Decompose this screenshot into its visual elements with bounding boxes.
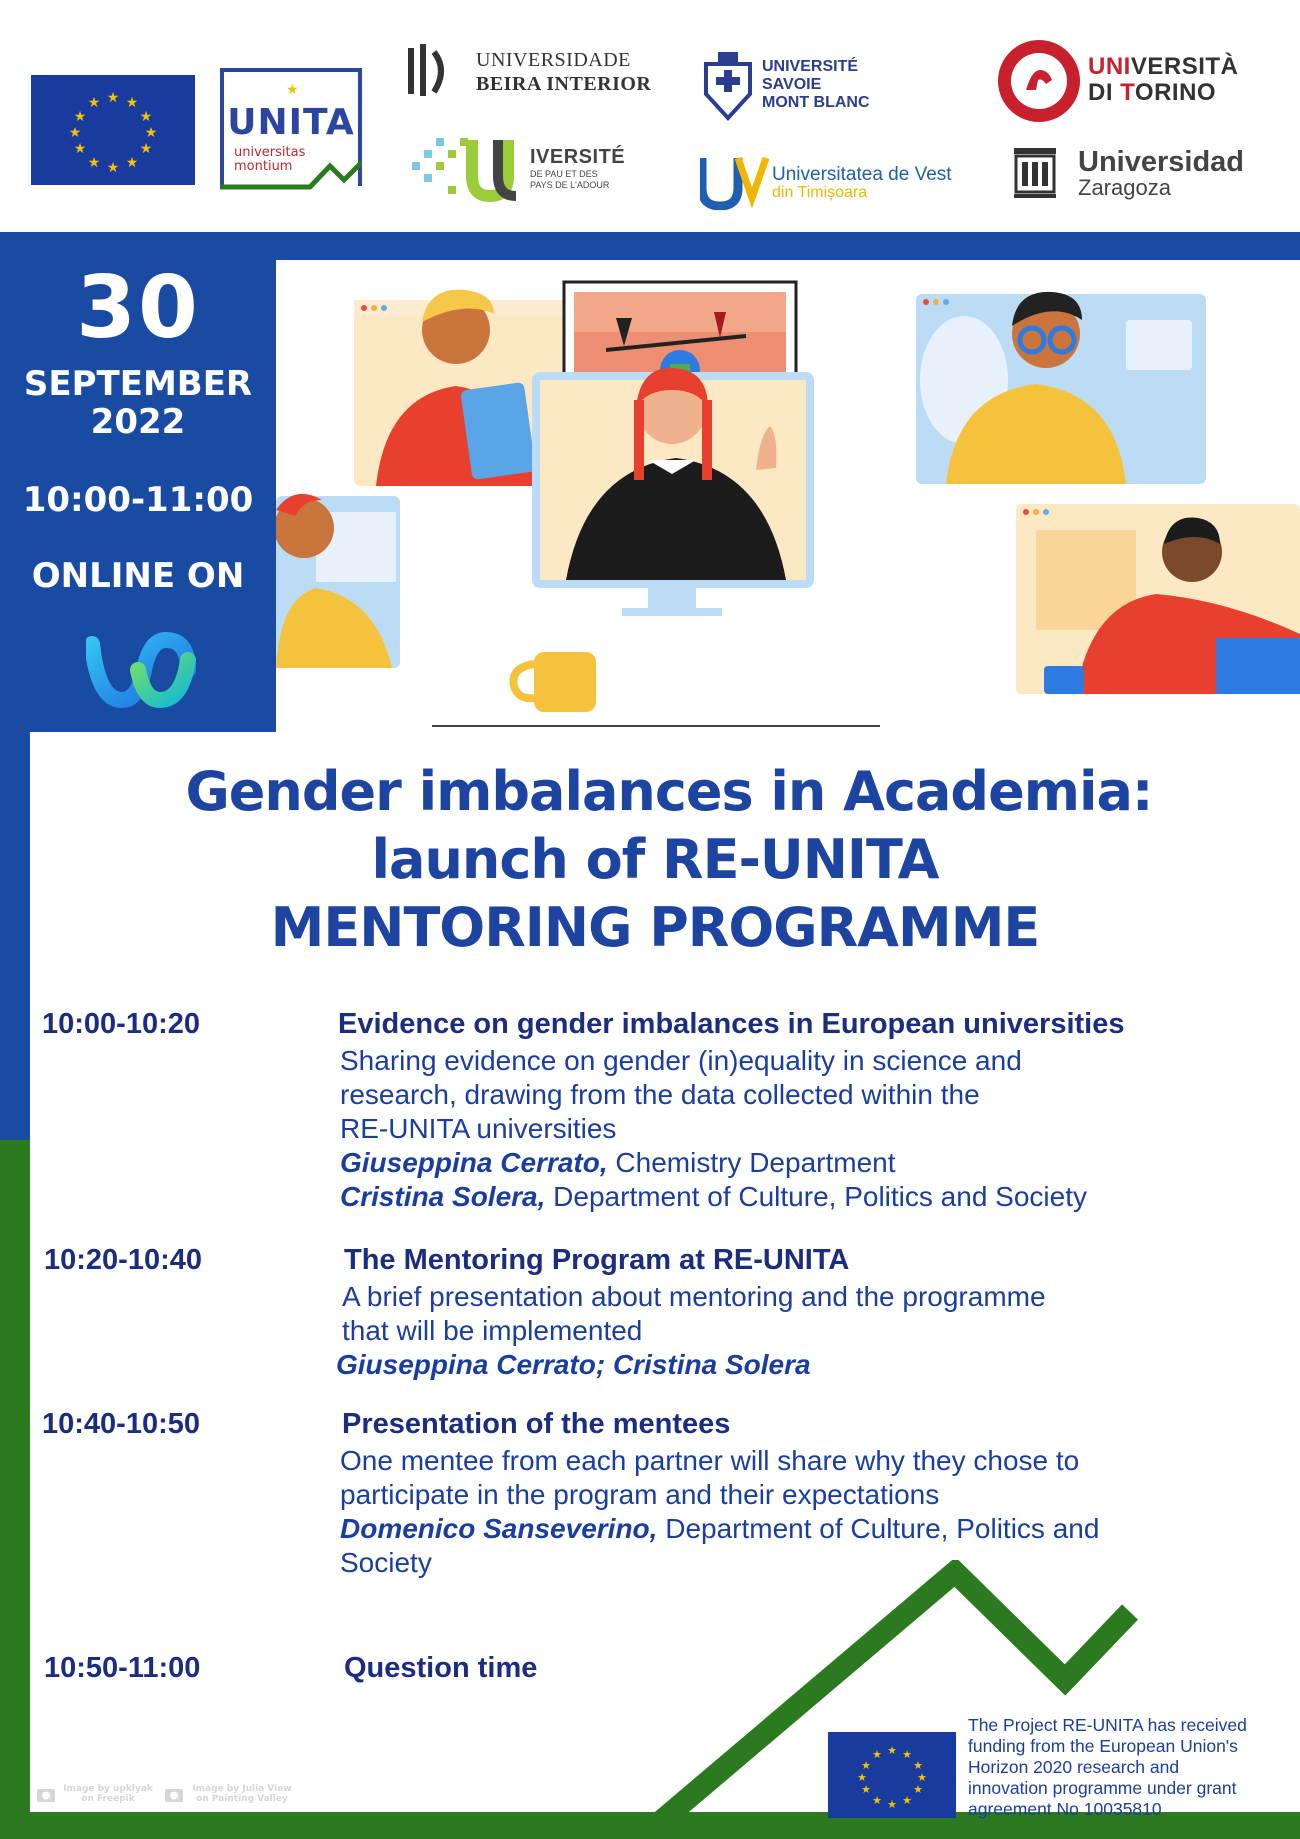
zaragoza-logo: [1012, 142, 1252, 214]
speaker-name: Giuseppina Cerrato; Cristina Solera: [336, 1349, 811, 1380]
webex-icon: [86, 626, 196, 710]
speaker-dept: Department of Culture, Politics and: [657, 1513, 1100, 1544]
svg-text:★: ★: [139, 141, 153, 157]
desc-line: One mentee from each partner will share why they chose to: [340, 1445, 1080, 1476]
desc-line: A brief presentation about mentoring and the programme: [342, 1281, 1046, 1312]
credit-line: on Painting Valley: [196, 1794, 288, 1804]
image-credit-1: [36, 1782, 156, 1806]
desc-line: Society: [340, 1547, 432, 1578]
timisoara-line1: Universitatea de Vest: [772, 164, 952, 185]
online-meeting-illustration: [276, 260, 1300, 730]
desc-line: Sharing evidence on gender (in)equality in science and: [340, 1045, 1022, 1076]
svg-text:★: ★: [857, 1771, 867, 1784]
agenda-title: Presentation of the mentees: [342, 1408, 731, 1440]
ubi-logo: [406, 42, 656, 102]
title-line1: Gender imbalances in Academia:: [185, 760, 1153, 823]
torino-logo: [996, 38, 1239, 128]
eu-flag-icon: [31, 75, 195, 185]
camera-icon: [164, 1785, 184, 1803]
speaker-dept: Department of Culture, Politics and Society: [545, 1181, 1087, 1212]
speaker-dept: Chemistry Department: [607, 1147, 896, 1178]
unita-logo-text: UNITA: [227, 102, 355, 143]
desc-line: participate in the program and their expectations: [340, 1479, 940, 1510]
svg-text:★: ★: [125, 155, 139, 171]
speaker-line: [340, 1512, 1099, 1546]
unita-mountain-line-icon: [220, 160, 362, 190]
agenda-title: Question time: [344, 1652, 538, 1684]
credit-line: on Freepik: [81, 1794, 135, 1804]
timisoara-emblem-icon: [700, 150, 772, 210]
agenda-time: 10:40-10:50: [42, 1408, 200, 1440]
agenda-title: The Mentoring Program at RE-UNITA: [344, 1244, 850, 1276]
svg-text:★: ★: [917, 1771, 927, 1784]
savoie-line1: UNIVERSITÉ: [762, 58, 859, 75]
unita-sub-line1: universitas: [234, 145, 306, 160]
timisoara-logo: [700, 150, 980, 210]
ubi-emblem-icon: [406, 42, 454, 102]
agenda-description: [340, 1044, 1087, 1214]
event-year: 2022: [90, 402, 186, 442]
savoie-line3: MONT BLANC: [762, 94, 870, 111]
event-month: SEPTEMBER: [23, 364, 253, 404]
torino-line2: DI TORINO: [1088, 79, 1217, 106]
svg-text:★: ★: [106, 90, 120, 106]
svg-text:★: ★: [125, 95, 139, 111]
zaragoza-line2: Zaragoza: [1078, 175, 1171, 200]
svg-text:★: ★: [861, 1759, 871, 1772]
unita-sub-line2: montium: [234, 159, 293, 174]
speaker-name: Giuseppina Cerrato,: [340, 1147, 608, 1178]
pau-line1: DE PAU ET DES: [530, 169, 598, 179]
funding-line: innovation programme under grant: [968, 1778, 1237, 1798]
svg-text:★: ★: [913, 1783, 923, 1796]
svg-text:★: ★: [144, 125, 158, 141]
svg-text:★: ★: [87, 95, 101, 111]
torino-line1: UNIVERSITÀ: [1088, 53, 1239, 80]
funding-statement: [968, 1715, 1293, 1820]
desc-line: research, drawing from the data collected within the: [340, 1079, 980, 1110]
svg-text:★: ★: [139, 109, 153, 125]
speaker-line: [340, 1146, 1087, 1180]
star-icon: ★: [286, 82, 299, 98]
savoie-logo: [702, 50, 922, 124]
footer-eu-flag-icon: [828, 1732, 956, 1818]
agenda-time: 10:50-11:00: [44, 1652, 201, 1684]
svg-text:★: ★: [887, 1744, 897, 1757]
funding-line: The Project RE-UNITA has received: [968, 1715, 1247, 1735]
svg-text:★: ★: [872, 1794, 882, 1807]
image-credit-2: [164, 1782, 298, 1806]
speaker-name: Cristina Solera,: [340, 1181, 546, 1212]
timisoara-line2: din Timișoara: [772, 184, 868, 201]
zaragoza-line1: Universidad: [1078, 146, 1244, 178]
title-line2: launch of RE-UNITA: [371, 828, 939, 891]
camera-icon: [36, 1785, 56, 1803]
funding-line: funding from the European Union's: [968, 1736, 1238, 1756]
credit-line: Image by Julia View: [192, 1784, 292, 1794]
pau-emblem-icon: [412, 128, 522, 210]
agenda-description: [336, 1280, 1046, 1382]
speaker-name: Domenico Sanseverino,: [340, 1513, 658, 1544]
pau-logo: [412, 128, 632, 210]
agenda-time: 10:00-10:20: [42, 1008, 200, 1040]
speaker-line: [336, 1348, 1046, 1382]
svg-text:★: ★: [902, 1748, 912, 1761]
svg-text:★: ★: [872, 1748, 882, 1761]
savoie-crest-icon: [702, 50, 754, 122]
online-label: ONLINE ON: [31, 556, 245, 596]
funding-line: agreement No 10035810: [968, 1799, 1162, 1819]
svg-text:★: ★: [73, 141, 87, 157]
svg-text:★: ★: [887, 1798, 897, 1811]
torino-seal-icon: [996, 38, 1082, 124]
svg-text:★: ★: [902, 1794, 912, 1807]
zaragoza-building-icon: [1012, 142, 1058, 212]
desc-line: that will be implemented: [342, 1315, 643, 1346]
speaker-line: [340, 1180, 1087, 1214]
svg-text:★: ★: [87, 155, 101, 171]
event-day: 30: [76, 258, 200, 358]
svg-text:★: ★: [73, 109, 87, 125]
savoie-line2: SAVOIE: [762, 76, 822, 93]
title-line3: MENTORING PROGRAMME: [270, 896, 1040, 959]
desc-line: RE-UNITA universities: [340, 1113, 617, 1144]
funding-line: Horizon 2020 research and: [968, 1757, 1180, 1777]
svg-text:★: ★: [913, 1759, 923, 1772]
unita-logo: [220, 68, 362, 186]
credit-line: Image by upklyak: [63, 1784, 153, 1794]
svg-text:★: ★: [68, 125, 82, 141]
svg-text:★: ★: [106, 160, 120, 176]
svg-text:★: ★: [861, 1783, 871, 1796]
event-time: 10:00-11:00: [22, 480, 254, 520]
ubi-line1: UNIVERSIDADE: [476, 49, 631, 71]
agenda-time: 10:20-10:40: [44, 1244, 202, 1276]
pau-name: IVERSITÉ: [530, 146, 626, 168]
pau-line2: PAYS DE L'ADOUR: [530, 180, 610, 190]
event-title: [0, 758, 1300, 962]
agenda-title: Evidence on gender imbalances in European universities: [338, 1008, 1125, 1040]
ubi-line2: BEIRA INTERIOR: [476, 73, 652, 95]
